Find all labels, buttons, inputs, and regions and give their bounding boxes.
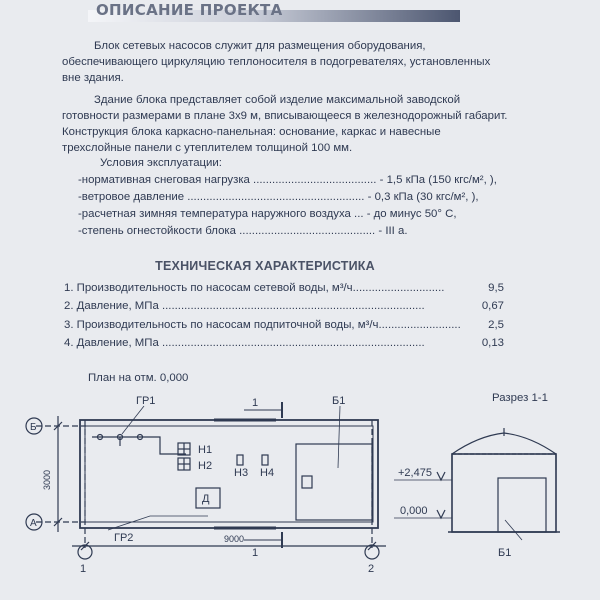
spec-label: 4. Давление, МПа ................................................................................... [64, 337, 425, 349]
elev-top-label: +2,475 [398, 467, 432, 479]
description-line: Блок сетевых насосов служит для размещения оборудования, [94, 40, 426, 52]
description-line: Здание блока представляет собой изделие максимальной заводской [94, 94, 461, 106]
spec-value: 0,13 [481, 337, 504, 349]
h4-label: Н4 [260, 467, 275, 479]
gr1-label: ГР1 [136, 395, 156, 407]
page-title: ОПИСАНИЕ ПРОЕКТА [96, 1, 283, 19]
axis-label-b: Б [30, 422, 37, 433]
tech-title: ТЕХНИЧЕСКАЯ ХАРАКТЕРИСТИКА [155, 259, 375, 273]
condition-winter-temperature: -расчетная зимняя температура наружного воздуха ... - до минус 50° С, [78, 208, 457, 220]
section-walls [452, 454, 556, 532]
description-line: готовности размерами в плане 3х9 м, вписывающееся в железнодорожный габарит. [62, 110, 508, 122]
pump-h4-icon [262, 455, 268, 465]
spec-value: 9,5 [488, 282, 504, 294]
d-label: Д [202, 493, 210, 505]
condition-fire-resistance: -степень огнестойкости блока ........................................... - III а. [78, 225, 408, 237]
axis-label-2: 2 [368, 563, 375, 575]
description-line: обеспечивающего циркуляцию теплоносителя в подогревателях, установленных [62, 56, 491, 68]
building-inner-wall [85, 426, 373, 522]
cut-label-bottom: 1 [252, 547, 259, 559]
leader-b1 [338, 406, 340, 468]
plan-title: План на отм. 0,000 [88, 372, 189, 384]
condition-snow-load: -нормативная снеговая нагрузка ....................................... - 1,5 кПа (150 кгс/м², ), [78, 174, 497, 186]
elev-zero-marker [437, 510, 445, 518]
elev-top-marker [437, 472, 445, 480]
section-roof [452, 433, 556, 470]
conditions-title: Условия эксплуатации: [100, 157, 222, 169]
section-b1-leader [505, 520, 522, 540]
equipment-b1-detail [302, 476, 312, 488]
cut-label-top: 1 [252, 397, 259, 409]
h3-label: Н3 [234, 467, 249, 479]
section-title: Разрез 1-1 [492, 392, 548, 404]
spec-label: 3. Производительность по насосам подпиточной воды, м³/ч.......................... [64, 319, 461, 331]
dim-3000-label: 3000 [42, 469, 52, 490]
description-line: вне здания. [62, 72, 124, 84]
b1-label: Б1 [332, 395, 346, 407]
section-b1-box [498, 478, 546, 532]
gr2-label: ГР2 [114, 532, 134, 544]
spec-value: 0,67 [481, 300, 504, 312]
spec-label: 2. Давление, МПа ................................................................................... [64, 300, 425, 312]
equipment-b1 [296, 444, 372, 520]
spec-label: 1. Производительность по насосам сетевой воды, м³/ч............................. [64, 282, 445, 294]
pump-h3-icon [237, 455, 243, 465]
dim-9000-label: 9000 [224, 534, 245, 544]
building-outline [80, 420, 378, 528]
section-b1-label: Б1 [498, 547, 512, 559]
h1-label: Н1 [198, 444, 213, 456]
description-line: Конструкция блока каркасно-панельная: основание, каркас и навесные [62, 126, 441, 138]
axis-label-1: 1 [80, 563, 87, 575]
description-line: трехслойные панели с утеплителем толщиной 100 мм. [62, 142, 353, 154]
h2-label: Н2 [198, 460, 213, 472]
section-drawing [394, 428, 560, 540]
axis-label-a: А [30, 518, 37, 529]
spec-value: 2,5 [488, 319, 504, 331]
elev-zero-label: 0,000 [400, 505, 428, 517]
condition-wind-pressure: -ветровое давление ........................................................ - 0,3 кПа (30 кгс/м², ), [78, 191, 479, 203]
